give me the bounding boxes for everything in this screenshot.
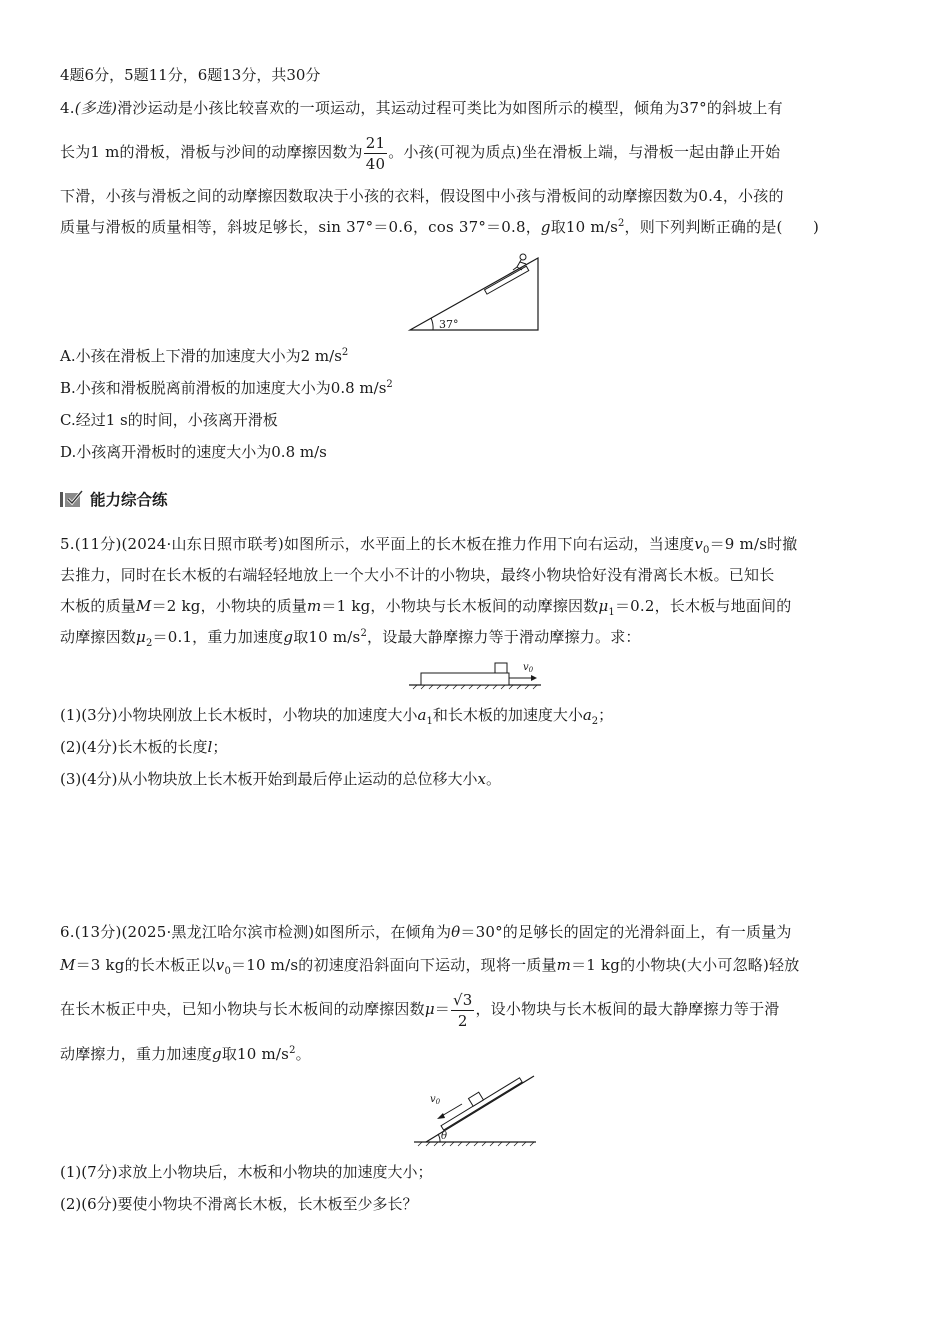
q5-header: 5.(11分)(2024·山东日照市联考)	[60, 535, 284, 553]
long-board	[441, 1078, 522, 1130]
q5-line-2: 去推力，同时在长木板的右端轻轻地放上一个大小不计的小物块，最终小物块恰好没有滑离长木板。已知长	[60, 566, 775, 584]
angle-arc	[431, 318, 433, 330]
q5-text: (2)(4分)长木板的长度	[60, 738, 208, 756]
arrow-head	[437, 1113, 445, 1119]
q5-text: ＝0.1，重力加速度	[152, 628, 284, 646]
symbol-M: M	[136, 597, 152, 615]
superscript: 2	[289, 1045, 296, 1056]
option-text: A.小孩在滑板上下滑的加速度大小为2 m/s	[60, 347, 342, 365]
q6-text: ＝30°的足够长的固定的光滑斜面上，有一质量为	[460, 923, 792, 941]
q4-line-4	[60, 216, 819, 238]
q6-text: ＝10 m/s的初速度沿斜面向下运动，现将一质量	[231, 956, 557, 974]
q6-text: 取10 m/s	[221, 1045, 290, 1063]
angle-arc	[438, 1134, 440, 1142]
angle-label: θ	[441, 1131, 448, 1142]
q5-text: ＝9 m/s时撤	[709, 535, 798, 553]
q4-option-c: C.经过1 s的时间，小孩离开滑板	[60, 411, 278, 429]
q6-line-3	[60, 988, 780, 1031]
symbol-M: M	[60, 956, 76, 974]
q5-board-figure	[405, 656, 545, 692]
q6-incline-figure	[410, 1072, 540, 1150]
subscript: 2	[591, 716, 599, 727]
q6-text: 。	[295, 1045, 311, 1063]
superscript: 2	[617, 218, 625, 229]
score-line: 4题6分，5题11分，6题13分，共30分	[60, 66, 321, 84]
q6-sub-2: (2)(6分)要使小物块不滑离长木板，长木板至少多长？	[60, 1195, 418, 1213]
q4-friction-fraction	[364, 133, 388, 174]
q6-text: 在长木板正中央，已知小物块与长木板间的动摩擦因数	[60, 1000, 425, 1018]
q6-sub-1: (1)(7分)求放上小物块后，木板和小物块的加速度大小；	[60, 1163, 433, 1181]
q4-text: ，则下列判断正确的是( )	[624, 218, 820, 236]
q4-text: 取10 m/s	[550, 218, 618, 236]
subscript: 1	[608, 607, 615, 618]
q5-line-3	[60, 595, 791, 617]
q6-line-2	[60, 954, 799, 976]
q5-text: ；	[598, 706, 614, 724]
subscript: 1	[426, 716, 433, 727]
symbol-g: g	[540, 218, 551, 236]
q4-slope-figure	[405, 250, 545, 334]
q6-friction-fraction	[451, 990, 475, 1031]
long-board	[421, 673, 509, 685]
q5-line-1	[60, 533, 798, 555]
q5-text: ；	[212, 738, 228, 756]
superscript: 2	[341, 347, 349, 358]
q5-sub-3	[60, 768, 501, 790]
symbol-mu: μ	[136, 628, 146, 646]
q4-line-1	[60, 97, 783, 119]
symbol-m: m	[306, 597, 322, 615]
q6-text: ＝3 kg的长木板正以	[75, 956, 216, 974]
q5-text: 动摩擦因数	[60, 628, 137, 646]
q5-text: ＝1 kg，小物块与长木板间的动摩擦因数	[321, 597, 599, 615]
q5-text: 和长木板的加速度大小	[432, 706, 583, 724]
q5-text: 木板的质量	[60, 597, 137, 615]
angle-label: 37°	[439, 318, 459, 331]
q5-text: (3)(4分)从小物块放上长木板开始到最后停止运动的总位移大小	[60, 770, 478, 788]
q5-sub-2	[60, 736, 227, 758]
q4-text: 质量与滑板的质量相等，斜坡足够长，sin 37°＝0.6，cos 37°＝0.8，	[60, 218, 541, 236]
superscript: 2	[360, 628, 367, 639]
q4-text: 长为1 m的滑板，滑板与沙间的动摩擦因数为	[60, 143, 363, 161]
q4-option-b	[60, 377, 393, 399]
q6-text: 动摩擦力，重力加速度	[60, 1045, 213, 1063]
q4-text: 。小孩(可视为质点)坐在滑板上端，与滑板一起由静止开始	[388, 143, 781, 161]
q6-header: 6.(13分)(2025·黑龙江哈尔滨市检测)	[60, 923, 315, 941]
fraction-numerator: √3	[452, 990, 473, 1009]
q4-option-d: D.小孩离开滑板时的速度大小为0.8 m/s	[60, 443, 327, 461]
fraction-numerator: 21	[365, 133, 386, 152]
q4-number: 4.	[60, 99, 75, 117]
subscript: 0	[703, 545, 710, 556]
symbol-a: a	[417, 706, 427, 724]
q5-text: ＝2 kg，小物块的质量	[151, 597, 307, 615]
q6-text: ＝	[434, 1000, 450, 1018]
symbol-g: g	[283, 628, 294, 646]
small-block	[495, 663, 507, 673]
symbol-a: a	[582, 706, 592, 724]
q5-text: ＝0.2，长木板与地面间的	[614, 597, 792, 615]
q4-text: 滑沙运动是小孩比较喜欢的一项运动，其运动过程可类比为如图所示的模型，倾角为37°的斜坡上有	[117, 99, 783, 117]
q6-line-4	[60, 1043, 311, 1065]
sled-board	[485, 266, 529, 294]
section-header	[60, 486, 168, 512]
q6-text: ，设小物块与长木板间的最大静摩擦力等于滑	[475, 1000, 780, 1018]
q5-text: (1)(3分)小物块刚放上长木板时，小物块的加速度大小	[60, 706, 418, 724]
symbol-g: g	[212, 1045, 222, 1063]
q5-text: 如图所示，水平面上的长木板在推力作用下向右运动，当速度	[283, 535, 695, 553]
q5-sub-1	[60, 704, 613, 726]
q5-text: 。	[485, 770, 501, 788]
slope-triangle	[410, 258, 538, 330]
symbol-m: m	[556, 956, 572, 974]
symbol-v: v	[694, 535, 704, 553]
q4-line-3: 下滑，小孩与滑板之间的动摩擦因数取决于小孩的衣料，假设图中小孩与滑板间的动摩擦因数为0.4，小孩的	[60, 187, 784, 205]
symbol-l: l	[207, 738, 213, 756]
q6-line-1	[60, 921, 792, 943]
superscript: 2	[386, 379, 393, 390]
subscript: 2	[145, 638, 153, 649]
q5-line-4	[60, 626, 641, 648]
velocity-label: $v_0$	[430, 1094, 441, 1106]
symbol-theta: θ	[451, 923, 461, 941]
q5-text: 取10 m/s	[293, 628, 361, 646]
q6-text: ＝1 kg的小物块(大小可忽略)轻放	[571, 956, 800, 974]
symbol-mu: μ	[598, 597, 609, 615]
fraction-denominator: 2	[457, 1011, 468, 1030]
symbol-v: v	[215, 956, 225, 974]
q6-text: 如图所示，在倾角为	[314, 923, 452, 941]
velocity-label: $v_0$	[523, 662, 534, 674]
q5-text: ，设最大静摩擦力等于滑动摩擦力。求：	[367, 628, 641, 646]
subscript: 0	[224, 966, 232, 977]
section-title: 能力综合练	[90, 491, 168, 509]
q4-line-2	[60, 131, 780, 174]
checkbox-icon	[60, 490, 84, 508]
q4-option-a	[60, 345, 348, 367]
q4-tag: (多选)	[74, 99, 118, 117]
fraction-denominator: 40	[365, 154, 386, 173]
option-text: B.小孩和滑板脱离前滑板的加速度大小为0.8 m/s	[60, 379, 387, 397]
symbol-mu: μ	[424, 1000, 435, 1018]
arrow-head	[531, 675, 537, 681]
symbol-x: x	[477, 770, 486, 788]
